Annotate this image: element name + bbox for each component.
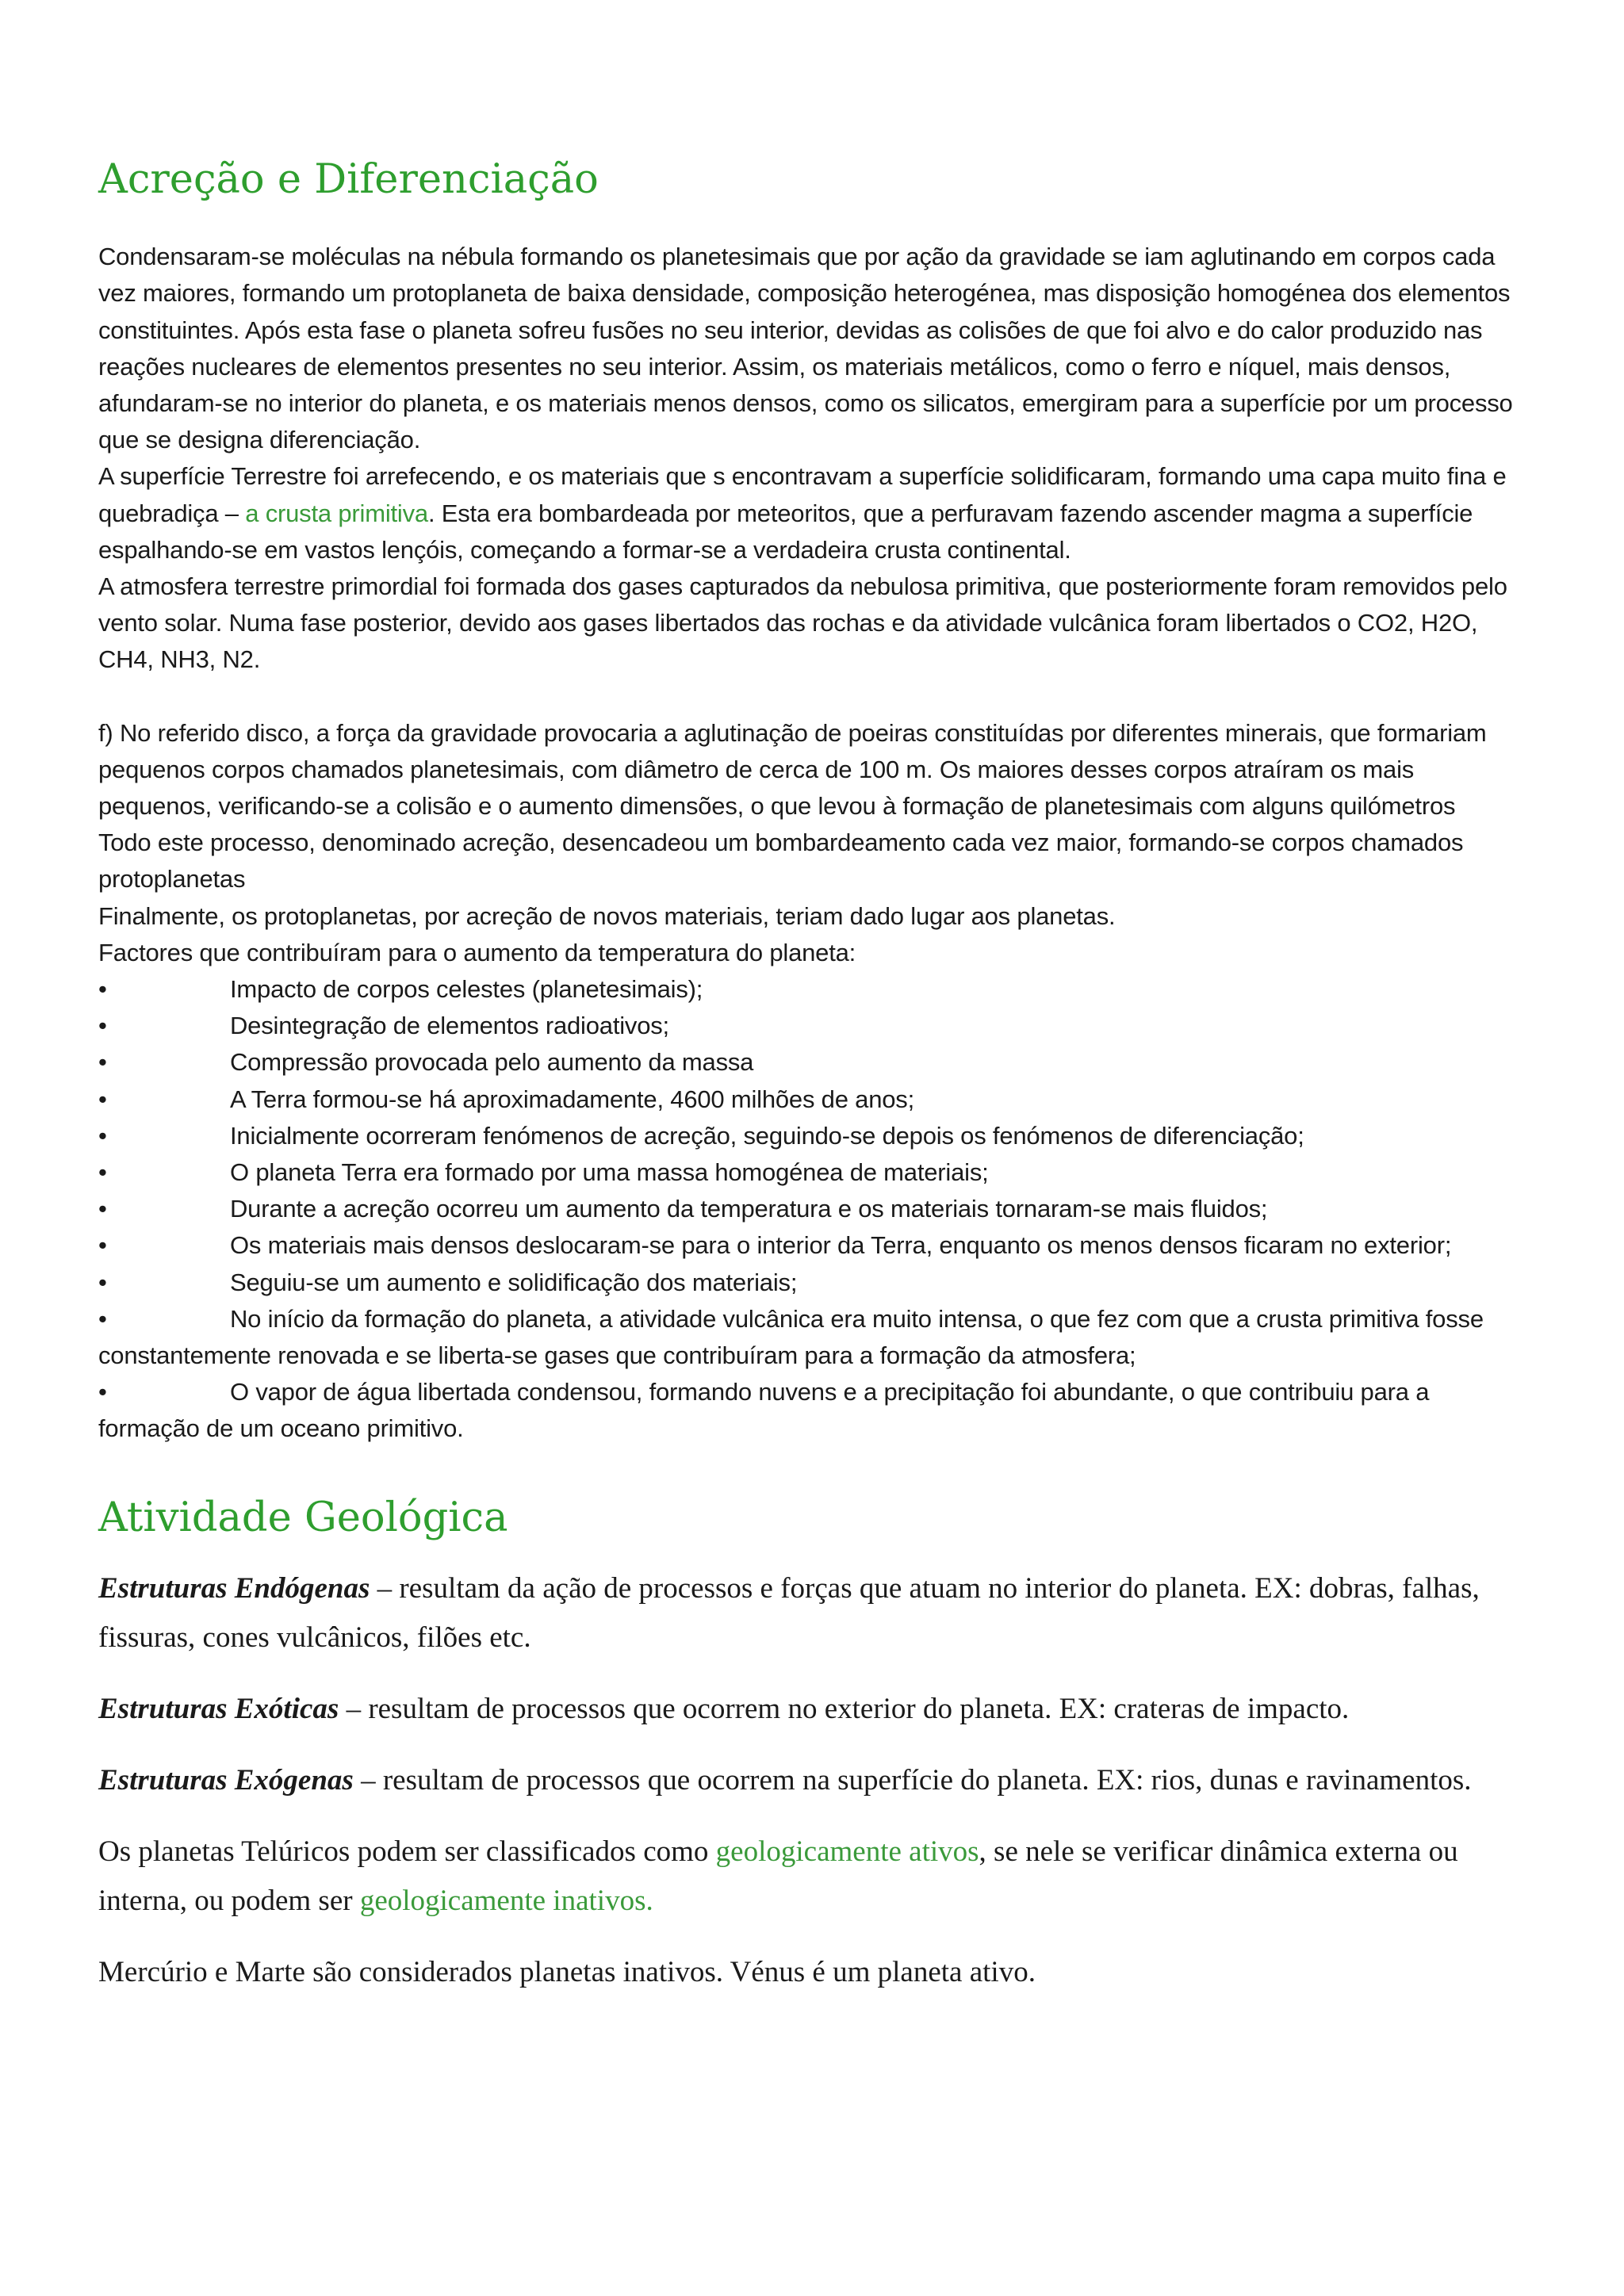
bullet-icon: • [98, 1304, 107, 1333]
bullet-icon: • [98, 1085, 107, 1113]
text-run: . Esta era bombardeada por meteoritos, que a perfuravam fazendo ascender magma a superfície espalhando-se em vastos lençóis, começando a formar-se a verdadeira crusta continental. [98, 499, 1473, 564]
list-item: • Inicialmente ocorreram fenómenos de acreção, seguindo-se depois os fenómenos de diferenciação; [98, 1118, 1526, 1154]
bullet-icon: • [98, 1195, 107, 1223]
list-item: • A Terra formou-se há aproximadamente, 4600 milhões de anos; [98, 1081, 1526, 1118]
paragraph: Condensaram-se moléculas na nébula formando os planetesimais que por ação da gravidade se iam aglutinando em corpos cada vez maiores, formando um protoplaneta de baixa densidade, composição heterogénea, mas disposição homogénea dos elementos constituintes. Após esta fase o planeta sofreu fusões no seu interior, devidas as colisões de que foi alvo e do calor produzido nas reações nucleares de elementos presentes no seu interior. Assim, os materiais metálicos, como o ferro e níquel, mais densos, afundaram-se no interior do planeta, e os materiais menos densos, como os silicatos, emergiram para a superfície por um processo que se designa diferenciação. [98, 243, 1513, 454]
bullet-icon: • [98, 1378, 107, 1406]
term-exotic: Estruturas Exóticas [98, 1692, 339, 1725]
list-item: • Durante a acreção ocorreu um aumento da temperatura e os materiais tornaram-se mais fluidos; [98, 1191, 1526, 1227]
list-item: • O vapor de água libertada condensou, formando nuvens e a precipitação foi abundante, o que contribuiu para a formação de um oceano primitivo. [98, 1374, 1526, 1447]
bullet-icon: • [98, 1048, 107, 1077]
paragraph: f) No referido disco, a força da gravidade provocaria a aglutinação de poeiras constituídas por diferentes minerais, que formariam pequenos corpos chamados planetesimais, com diâmetro de cerca de 100 m. Os maiores desses corpos atraíram os mais pequenos, verificando-se a colisão e o aumento dimensões, o que levou à formação de planetesimais com alguns quilómetros [98, 718, 1487, 821]
geology-body [98, 1564, 1526, 1997]
paragraph-telluric: Os planetas Telúricos podem ser classificados como geologicamente ativos, se nele se verificar dinâmica externa ou interna, ou podem ser geologicamente inativos. [98, 1835, 1458, 1917]
paragraph-endogenous: Estruturas Endógenas – resultam da ação de processos e forças que atuam no interior do planeta. EX: dobras, falhas, fissuras, cones vulcânicos, filões etc. [98, 1571, 1480, 1654]
term-exogenous: Estruturas Exógenas [98, 1763, 354, 1797]
list-item: • No início da formação do planeta, a atividade vulcânica era muito intensa, o que fez com que a crusta primitiva fosse constantemente renovada e se liberta-se gases que contribuíram para a formação da atmosfera; [98, 1301, 1526, 1374]
document-page [98, 155, 1526, 2019]
bullet-icon: • [98, 1012, 107, 1040]
accretion-body [98, 239, 1526, 1448]
bullet-icon: • [98, 1231, 107, 1260]
bullet-icon: • [98, 1121, 107, 1150]
list-item: • Seguiu-se um aumento e solidificação dos materiais; [98, 1265, 1526, 1301]
paragraph-exogenous: Estruturas Exógenas – resultam de processos que ocorrem na superfície do planeta. EX: rios, dunas e ravinamentos. [98, 1763, 1472, 1797]
highlight-active: geologicamente ativos [715, 1835, 979, 1868]
bullet-list [98, 971, 1526, 1448]
paragraph: Finalmente, os protoplanetas, por acreção de novos materiais, teriam dado lugar aos planetas. [98, 901, 1116, 930]
paragraph [98, 458, 1526, 568]
list-item: • Impacto de corpos celestes (planetesimais); [98, 971, 1526, 1008]
term-endogenous: Estruturas Endógenas [98, 1571, 370, 1605]
list-item: • O planeta Terra era formado por uma massa homogénea de materiais; [98, 1154, 1526, 1191]
list-item: • Os materiais mais densos deslocaram-se para o interior da Terra, enquanto os menos densos ficaram no exterior; [98, 1227, 1526, 1264]
paragraph: Factores que contribuíram para o aumento da temperatura do planeta: [98, 938, 856, 966]
paragraph-last: Mercúrio e Marte são considerados planetas inativos. Vénus é um planeta ativo. [98, 1955, 1036, 1988]
paragraph: Todo este processo, denominado acreção, desencadeou um bombardeamento cada vez maior, formando-se corpos chamados protoplanetas [98, 828, 1464, 894]
paragraph-exotic: Estruturas Exóticas – resultam de processos que ocorrem no exterior do planeta. EX: crateras de impacto. [98, 1692, 1350, 1725]
section-title-geological-activity: Atividade Geológica [98, 1494, 508, 1541]
paragraph: A atmosfera terrestre primordial foi formada dos gases capturados da nebulosa primitiva, que posteriormente foram removidos pelo vento solar. Numa fase posterior, devido aos gases libertados das rochas e da atividade vulcânica foram libertados o CO2, H2O, CH4, NH3, N2. [98, 572, 1507, 674]
highlight-crusta-primitiva: a crusta primitiva [245, 499, 428, 527]
bullet-icon: • [98, 1268, 107, 1296]
bullet-icon: • [98, 1158, 107, 1187]
section-title-accretion: Acreção e Diferenciação [98, 156, 599, 203]
list-item: • Compressão provocada pelo aumento da massa [98, 1044, 1526, 1081]
list-item: • Desintegração de elementos radioativos; [98, 1008, 1526, 1044]
bullet-icon: • [98, 975, 107, 1004]
text-run: A superfície Terrestre foi arrefecendo, e os materiais que s encontravam a superfície solidificaram, formando uma capa muito fina e quebradiça – [98, 462, 1507, 527]
highlight-inactive: geologicamente inativos. [359, 1884, 653, 1917]
